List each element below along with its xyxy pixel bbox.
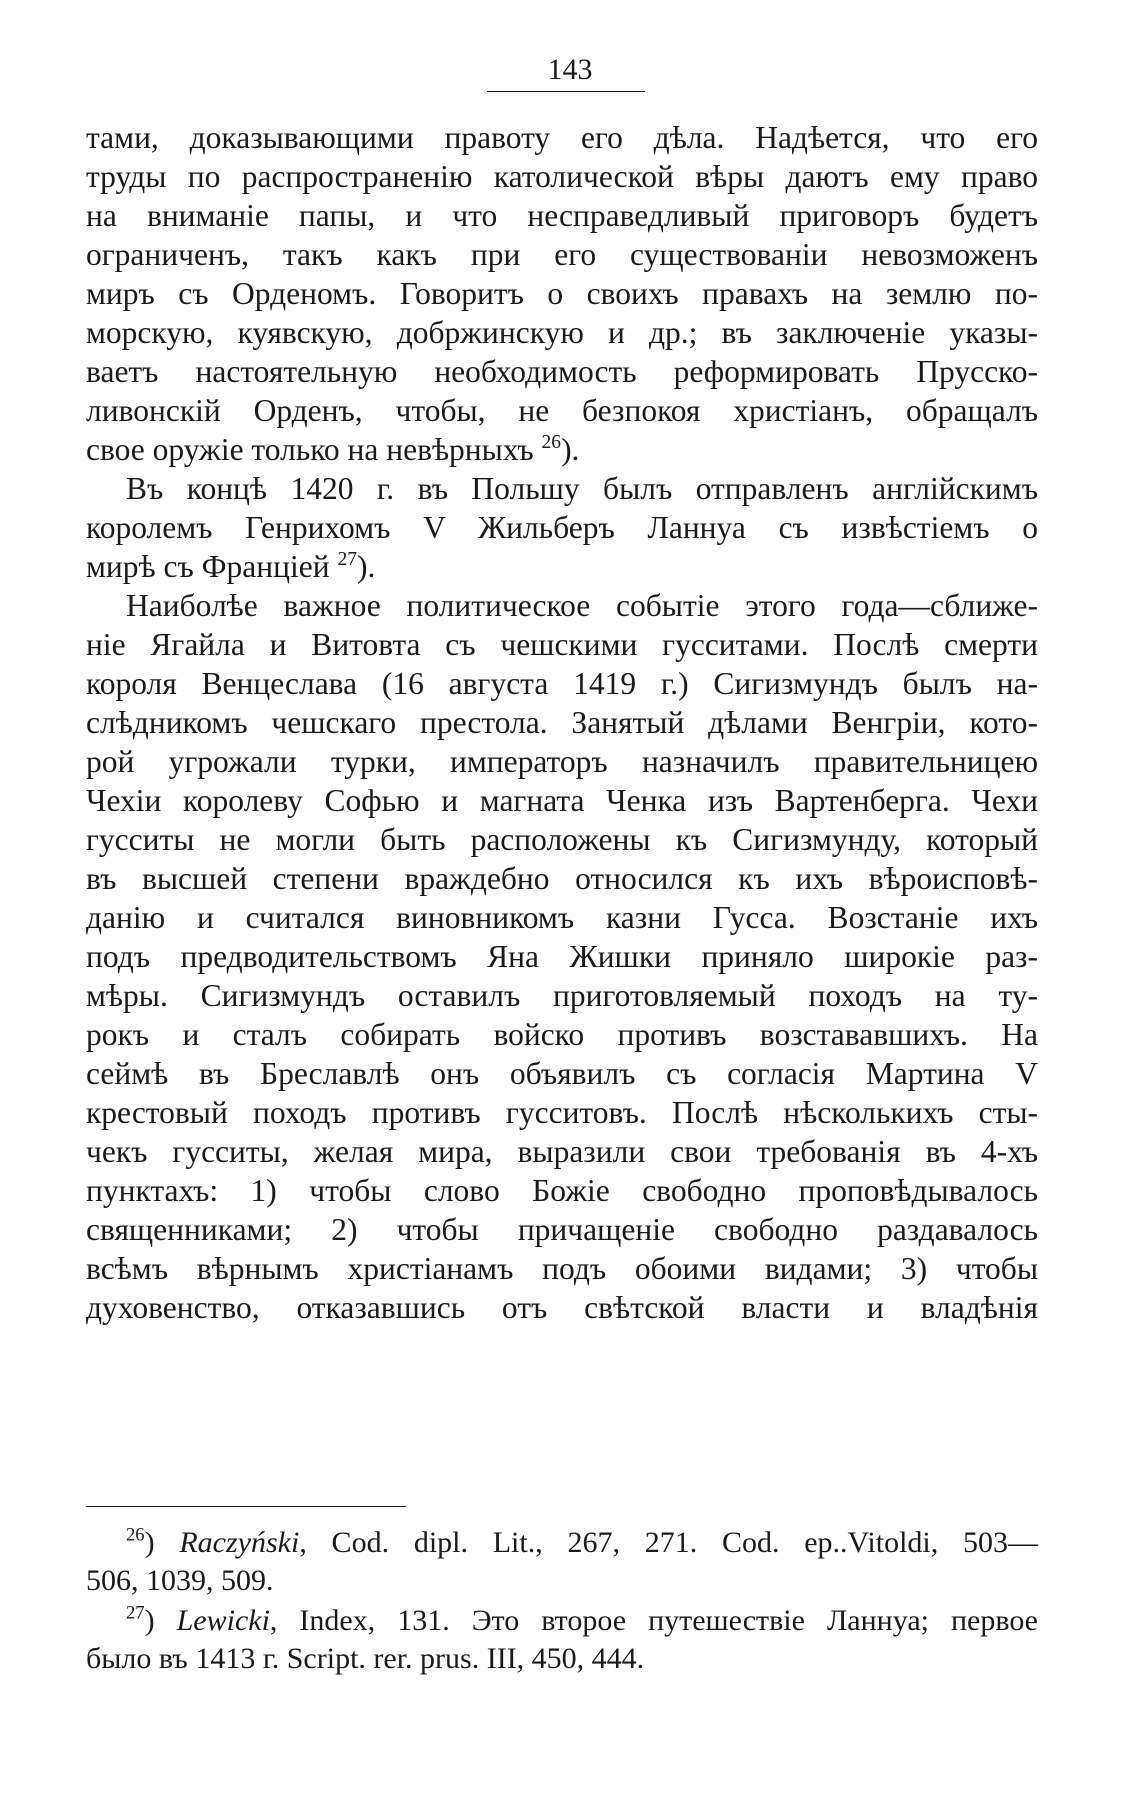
body-line: ограниченъ, такъ какъ при его существованіи невозможенъ [86,237,1038,272]
body-line [86,430,1038,470]
body-line: сеймѣ въ Бреславлѣ онъ объявилъ съ согласія Мартина V [86,1056,1038,1091]
body-line: ливонскій Орденъ, чтобы, не безпокоя христіанъ, обращалъ [86,393,1038,428]
body-line: миръ съ Орденомъ. Говоритъ о своихъ правахъ на землю по- [86,276,1038,311]
page-number: 143 [547,53,593,86]
footnote-ref: 26 [541,431,562,453]
footnote-author: Raczyński [179,1526,300,1559]
body-line: мѣры. Сигизмундъ оставилъ приготовляемый походъ на ту- [86,978,1038,1013]
body-line-text: свое оружіе только на невѣрныхъ [86,432,534,467]
header-rule [487,91,645,92]
footnote-text: , Cod. dipl. Lit., 267, 271. Cod. ep..Vitoldi, 503— [299,1526,1039,1559]
body-line: ваетъ настоятельную необходимость реформировать Прусско- [86,354,1038,389]
footnote-26: $^{26}$) Raczyński, Cod. dipl. Lit., 267, 271. Cod. ep..Vitoldi, 503— [126,1524,1039,1559]
body-line: данію и считался виновникомъ казни Гусса. Возстаніе ихъ [86,900,1038,935]
body-line: всѣмъ вѣрнымъ христіанамъ подъ обоими видами; 3) чтобы [86,1251,1038,1286]
body-line: слѣдникомъ чешскаго престола. Занятый дѣлами Венгріи, кото- [86,705,1038,740]
body-line: Въ концѣ 1420 г. въ Польшу былъ отправленъ англійскимъ [126,471,1038,506]
body-line: духовенство, отказавшись отъ свѣтской власти и владѣнія [86,1290,1038,1325]
body-line: крестовый походъ противъ гусситовъ. Послѣ нѣсколькихъ сты- [86,1095,1038,1130]
footnote-author: Lewicki [176,1604,270,1637]
footnote-marker: 26 [126,1524,145,1546]
body-line: гусситы не могли быть расположены къ Сигизмунду, который [86,822,1038,857]
body-line: Чехіи королеву Софью и магната Ченка изъ Вартенберга. Чехи [86,783,1038,818]
footnote-rule [86,1506,406,1507]
body-line: въ высшей степени враждебно относился къ ихъ вѣроисповѣ- [86,861,1038,896]
body-line-text: мирѣ съ Франціей [86,549,330,584]
footnote-ref-tail: ). [356,549,376,584]
body-line: пунктахъ: 1) чтобы слово Божіе свободно проповѣдывалось [86,1173,1038,1208]
footnote-ref-tail: ). [561,432,580,467]
body-line: ніе Ягайла и Витовта съ чешскими гусситами. Послѣ смерти [86,627,1038,662]
body-line: чекъ гусситы, желая мира, выразили свои требованія въ 4-хъ [86,1134,1038,1169]
body-line: труды по распространенію католической вѣры даютъ ему право [86,159,1038,194]
body-line: подъ предводительствомъ Яна Жишки приняло широкіе раз- [86,939,1038,974]
body-line: короля Венцеслава (16 августа 1419 г.) Сигизмундъ былъ на- [86,666,1038,701]
body-line: рокъ и сталъ собирать войско противъ возстававшихъ. На [86,1017,1038,1052]
body-line: рой угрожали турки, императоръ назначилъ правительницею [86,744,1038,779]
body-line: священниками; 2) чтобы причащеніе свободно раздавалось [86,1212,1038,1247]
footnote-27-cont: было въ 1413 г. Script. rer. prus. III, 450, 444. [86,1642,645,1675]
footnote-marker: 27 [126,1602,145,1624]
footnote-27: $^{27}$) Lewicki, Index, 131. Это второе путешествіе Ланнуа; первое [126,1602,1038,1637]
body-line: тами, доказывающими правоту его дѣла. Надѣется, что его [86,120,1038,155]
body-line: королемъ Генрихомъ V Жильберъ Ланнуа съ извѣстіемъ о [86,510,1038,545]
footnote-ref: 27 [337,548,357,570]
body-line: морскую, куявскую, добржинскую и др.; въ заключеніе указы- [86,315,1038,350]
body-line: Наиболѣе важное политическое событіе этого года—сближе- [126,588,1038,623]
body-line [86,547,1038,587]
footnote-26-cont: 506, 1039, 509. [86,1564,274,1597]
footnote-text: , Index, 131. Это второе путешествіе Ланнуа; первое [269,1604,1038,1637]
body-line: на вниманіе папы, и что несправедливый приговоръ будетъ [86,198,1038,233]
